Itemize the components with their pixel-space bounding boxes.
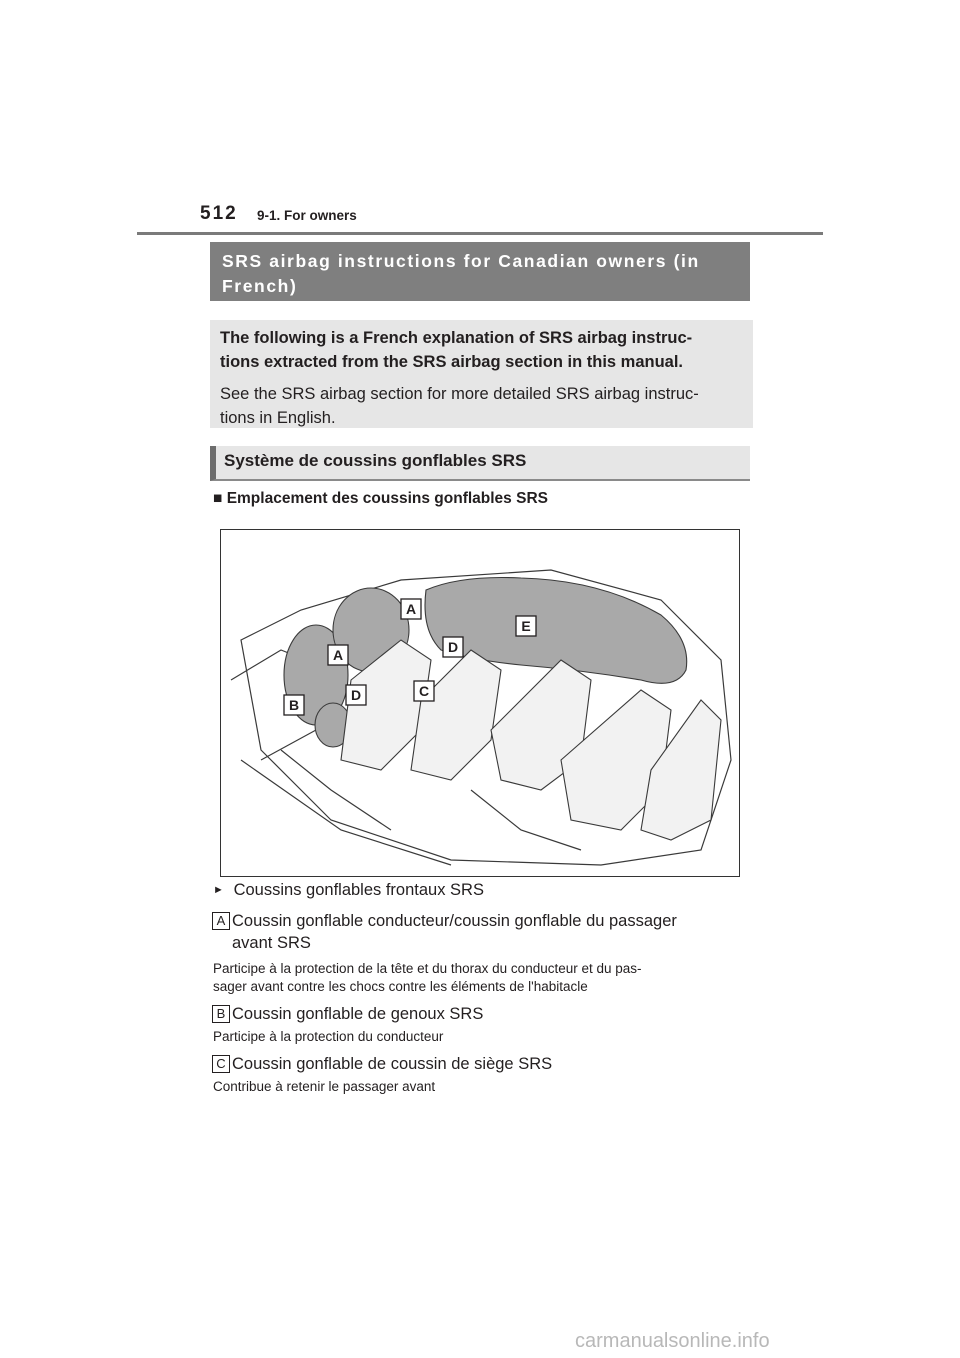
watermark: carmanualsonline.info — [575, 1330, 770, 1352]
item-a-title-line-1: Coussin gonflable conducteur/coussin gonflable du passager — [232, 912, 677, 930]
intro-bold-line-1: The following is a French explanation of SRS airbag instruc- — [220, 329, 693, 347]
section-title: SRS airbag instructions for Canadian owners (in French) — [210, 242, 750, 301]
callout-d-upper — [443, 637, 463, 657]
airbag-location-figure — [220, 529, 740, 877]
item-a-description — [213, 960, 753, 996]
item-c-title-line-1: Coussin gonflable de coussin de siège SRS — [232, 1055, 553, 1073]
item-a-desc-line-1: Participe à la protection de la tête et du thorax du conducteur et du pas- — [213, 961, 642, 976]
header-rule — [137, 232, 823, 235]
subheading: Système de coussins gonflables SRS — [210, 446, 750, 481]
intro-line-1: See the SRS airbag section for more detailed SRS airbag instruc- — [220, 385, 699, 403]
callout-a-upper — [401, 599, 421, 619]
callout-b — [284, 695, 304, 715]
callout-a-lower — [328, 645, 348, 665]
intro-paragraph — [220, 382, 743, 430]
callout-d-upper-text: D — [447, 639, 459, 655]
square-bullet-icon: ■ — [213, 490, 223, 507]
letter-c-box: C — [212, 1055, 230, 1073]
callout-d-lower — [346, 685, 366, 705]
callout-a-lower-text: A — [332, 647, 344, 663]
letter-a-box: A — [212, 912, 230, 930]
callout-e-text: E — [521, 618, 531, 634]
item-a-title — [212, 910, 752, 954]
letter-b-box: B — [212, 1005, 230, 1023]
item-b-description — [213, 1028, 753, 1046]
item-a-title-line-2: avant SRS — [232, 934, 311, 952]
callout-c-text: C — [418, 683, 430, 699]
item-b-title — [212, 1003, 752, 1025]
location-heading-text: Emplacement des coussins gonflables SRS — [226, 490, 548, 507]
intro-box — [210, 320, 753, 428]
front-airbags-heading — [213, 881, 484, 900]
callout-b-text: B — [288, 697, 300, 713]
location-heading — [213, 490, 548, 508]
car-interior-illustration — [221, 530, 741, 878]
callout-e — [516, 616, 536, 636]
item-b-desc-line-1: Participe à la protection du conducteur — [213, 1029, 444, 1044]
item-c-description — [213, 1078, 753, 1096]
item-b-title-line-1: Coussin gonflable de genoux SRS — [232, 1005, 484, 1023]
triangle-bullet-icon: ► — [213, 884, 224, 896]
callout-a-upper-text: A — [405, 601, 417, 617]
front-airbags-heading-text: Coussins gonflables frontaux SRS — [233, 881, 484, 899]
item-c-desc-line-1: Contribue à retenir le passager avant — [213, 1079, 436, 1094]
section-label: 9-1. For owners — [257, 208, 357, 223]
intro-line-2: tions in English. — [220, 409, 336, 427]
intro-bold-paragraph — [220, 326, 743, 374]
intro-bold-line-2: tions extracted from the SRS airbag section in this manual. — [220, 353, 684, 371]
callout-d-lower-text: D — [350, 687, 362, 703]
item-a-desc-line-2: sager avant contre les chocs contre les éléments de l'habitacle — [213, 979, 588, 994]
callout-c — [414, 681, 434, 701]
page-number: 512 — [200, 203, 238, 224]
item-c-title — [212, 1053, 752, 1075]
